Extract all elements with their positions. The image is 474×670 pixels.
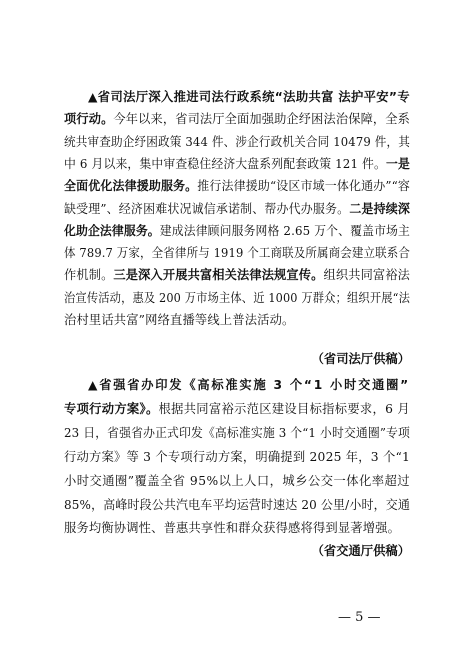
text-line [88,377,410,393]
text-line [64,425,410,441]
text-run: 根据共同富裕示范区建设目标指标要求，6 月 [158,401,410,416]
text-line [64,449,410,465]
bold-phrase: 化助企法律服务。 [64,223,160,238]
text-run: 85%，高峰时段公共汽电车平均运营时速达 20 公里/小时，交通 [64,497,410,512]
text-run: 中 6 月以来，集中审查稳住经济大盘系列配套政策 121 件。 [64,156,387,171]
text-line [64,497,410,513]
text-run: 缺受理”、经济困难状况诚信承诺制、帮办代办服务。 [64,201,350,216]
text-line [64,156,410,172]
text-line [64,473,410,489]
text-line [64,267,410,283]
text-run: 今年以来，省司法厅全面加强助企纾困法治保障，全系 [113,112,411,127]
text-line [64,290,410,306]
text-line [64,111,410,127]
page-number: — 5 — [338,610,381,625]
text-line [64,245,410,261]
bold-phrase: 三是深入开展共富相关法律法规宣传。 [113,268,324,283]
text-run: 服务均衡协调性、普惠共享性和群众获得感将得到显著增强。 [64,521,401,536]
text-run: 统共审查助企纾困政策 344 件、涉企行政机关合同 10479 件，其 [64,134,410,149]
text-run: 组织共同富裕法 [323,268,410,283]
text-run: 治宣传活动，惠及 200 万市场主体、近 1000 万群众；组织开展“法 [64,290,410,305]
bold-phrase: 二是持续深 [349,201,410,216]
bold-phrase: 一是 [386,156,410,171]
source-credit: （省司法厅供稿） [311,351,410,366]
text-run: 推行法律援助“设区市域一体化通办”“容 [197,179,410,194]
bold-phrase: 全面优化法律援助服务。 [64,179,198,194]
text-line [64,401,410,417]
text-run: 23 日，省强省办正式印发《高标准实施 3 个“1 小时交通圈”专项 [64,425,410,440]
text-run: 作机制。 [64,268,114,283]
source-credit: （省交通厅供稿） [311,543,410,558]
text-line [88,89,410,105]
text-run: 治村里话共富”网络直播等线上普法活动。 [64,313,295,327]
bold-phrase: 专项行动方案》。 [64,401,159,416]
text-line [64,201,410,217]
text-run: 建成法律顾问服务网格 2.65 万个、覆盖市场主 [159,223,410,238]
text-line [64,134,410,150]
text-line [64,312,294,328]
bold-phrase: ▲省司法厅深入推进司法行政系统“法助共富 法护平安”专 [88,90,410,104]
text-line [64,223,410,239]
text-run: 行动方案》等 3 个专项行动方案，明确提到 2025 年，3 个“1 [64,449,410,464]
text-line [64,178,410,194]
bold-phrase: ▲省强省办印发《高标准实施 3 个“1 小时交通圈” [88,378,410,392]
text-line [64,520,400,536]
text-run: 小时交通圈”覆盖全省 95%以上人口，城乡公交一体化率超过 [64,473,410,488]
text-run: 体 789.7 万家，全省律所与 1919 个工商联及所属商会建立联系合 [64,246,410,261]
bold-phrase: 项行动。 [64,112,114,127]
